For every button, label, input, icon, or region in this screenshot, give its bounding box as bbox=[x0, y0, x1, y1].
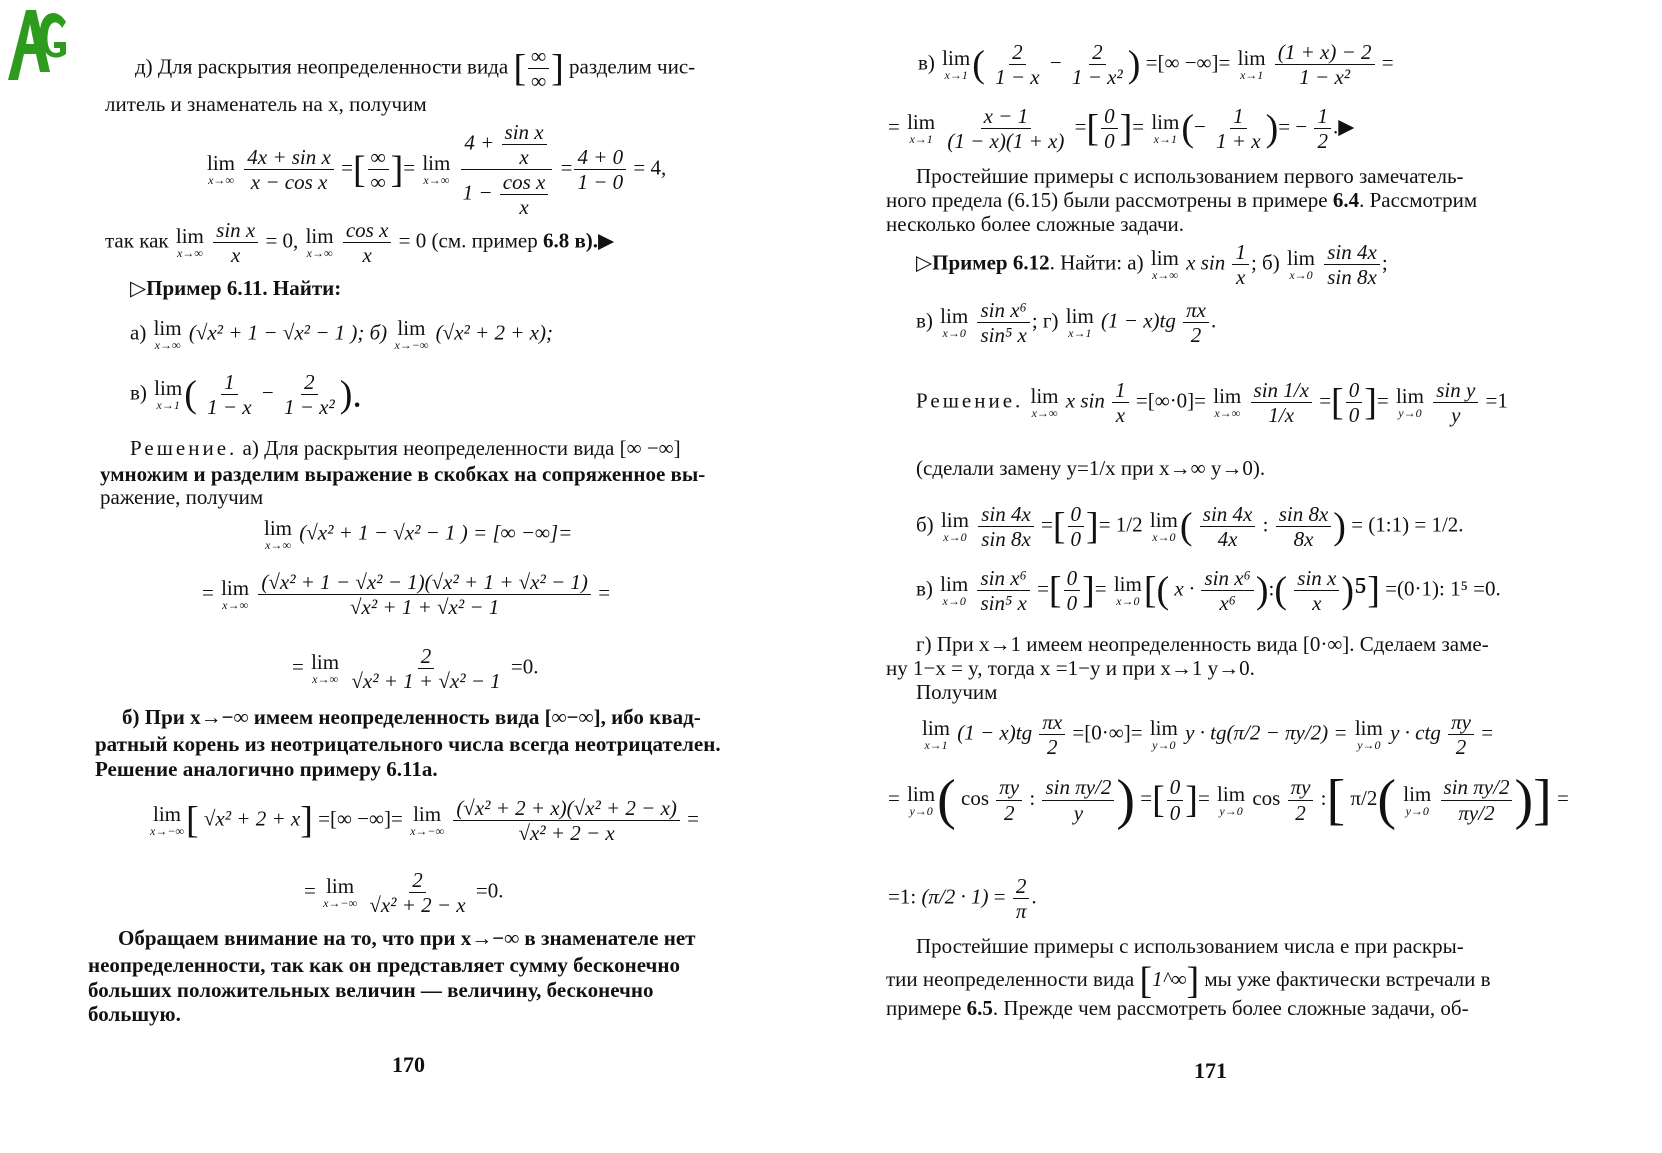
solution-line: Решение. lim x→∞ x sin $\frac{1}{x}$ =[∞·0]= lim x→∞ $\frac{\sin 1/x}{1/x}$ =[ $\frac{0}{0}$ ]= lim y→0 $\frac{\text{sin y}}{y}$ =1 bbox=[916, 378, 1508, 428]
equation: lim x→∞ $\frac{\text{4x + sin x}}{\text{x − cos x}}$ =[ $\frac{\infty}{\infty}$ ]= lim x→∞ 4 + $\frac{\text{sin x}}{x}$ 1 − $\frac{\text{cos x}}{x}$ = $\frac{4 + 0}{1 - 0}$ = 4, bbox=[207, 120, 667, 220]
right-page bbox=[830, 0, 1662, 1153]
equation: = lim x→∞ $\frac{2}{\text{√x² + 1 + √x² − 1}}$ =0. bbox=[292, 644, 539, 694]
equation: = lim x→1 $\frac{x - 1}{(1 - x)(1 + x)}$ =[ $\frac{0}{0}$ ]= lim x→1 (− $\frac{1}{1 + x}$ )= − $\frac{1}{2}$ .▶ bbox=[888, 104, 1355, 154]
text-line: ного предела (6.15) были рассмотрены в примере 6.4. Рассмотрим bbox=[886, 188, 1478, 212]
page-number: 170 bbox=[392, 1052, 425, 1077]
text-line: ну 1−x = y, тогда x =1−y и при x→1 y→0. bbox=[886, 656, 1255, 680]
text-line: примере 6.5. Прежде чем рассмотреть более сложные задачи, об- bbox=[886, 996, 1469, 1020]
text-line: так как lim x→∞ $\frac{\text{sin x}}{x}$ = 0, lim x→∞ $\frac{\text{cos x}}{x}$ = 0 (см. пример 6.8 в).▶ bbox=[105, 218, 615, 268]
text-line: большую. bbox=[88, 1002, 181, 1026]
text-line: несколько более сложные задачи. bbox=[886, 212, 1185, 236]
equation: в) lim x→0 $\frac{\text{sin x⁶}}{\text{sin⁵ x}}$ =[ $\frac{0}{0}$ ]= lim x→0 [( x · $\frac{\text{sin x⁶}}{\text{x⁶}}$ ):( $\frac{\text{sin x}}{x}$ )⁵] =(0·1): 1⁵ =0. bbox=[916, 566, 1501, 616]
text-line: тии неопределенности вида [1^∞] мы уже фактически встречали в bbox=[886, 960, 1491, 1002]
left-page bbox=[0, 0, 830, 1153]
text-line: (сделали замену y=1/x при x→∞ y→0). bbox=[916, 456, 1266, 480]
equation: б) lim x→0 $\frac{\sin 4x}{\sin 8x}$ =[ $\frac{0}{0}$ ]= 1/2 lim x→0 ( $\frac{\sin 4x}{4x}$ : $\frac{\sin 8x}{8x}$ ) = (1:1) = 1/2. bbox=[916, 502, 1464, 552]
equation: lim x→∞ (√x² + 1 − √x² − 1 ) = [∞ −∞]= bbox=[264, 516, 573, 552]
text-line: б) При x→−∞ имеем неопределенность вида [∞−∞], ибо квад- bbox=[122, 705, 701, 729]
text-line: ратный корень из неотрицательного числа всегда неотрицателен. bbox=[95, 732, 721, 756]
equation: lim x→1 (1 − x)tg $\frac{\pi x}{2}$ =[0·∞]= lim y→0 y · tg(π/2 − πy/2) = lim y→0 y · ctg $\frac{\pi y}{2}$ = bbox=[922, 710, 1494, 760]
text-line: Обращаем внимание на то, что при x→−∞ в знаменателе нет bbox=[118, 926, 696, 950]
equation: = lim x→−∞ $\frac{2}{\text{√x² + 2 − x}}$ =0. bbox=[304, 868, 504, 918]
equation: = lim y→0 ( cos $\frac{\pi y}{2}$ : $\frac{\text{sin πy/2}}{y}$ ) =[ $\frac{0}{0}$ ]= lim y→0 cos $\frac{\pi y}{2}$ :[ π/2( lim y→0 $\frac{\text{sin πy/2}}{\pi y/2}$ )] = bbox=[888, 769, 1569, 831]
page-number: 171 bbox=[1194, 1058, 1227, 1083]
task-a: а) lim x→∞ (√x² + 1 − √x² − 1 ); б) lim x→−∞ (√x² + 2 + x); bbox=[130, 316, 553, 352]
equation: в) lim x→1 ( $\frac{2}{1 - x}$ − $\frac{2}{\text{1 − x²}}$ ) =[∞ −∞]= lim x→1 $\frac{(1 + x) - 2}{\text{1 − x²}}$ = bbox=[918, 40, 1394, 90]
text-line: д) Для раскрытия неопределенности вида [ $\frac{\infty}{\infty}$ ] разделим чис- bbox=[135, 44, 696, 94]
task-v: в) lim x→1 ( $\frac{1}{1 - x}$ − $\frac{2}{\text{1 − x²}}$ ). bbox=[130, 370, 362, 420]
task-line: в) lim x→0 $\frac{\text{sin x⁶}}{\text{sin⁵ x}}$ ; г) lim x→1 (1 − x)tg $\frac{\pi x}{2}$ . bbox=[916, 298, 1217, 348]
equation: lim x→−∞ [ √x² + 2 + x] =[∞ −∞]= lim x→−∞ $\frac{\text{(√x² + 2 + x)(√x² + 2 − x)}}{\text{√x² + 2 − x}}$ = bbox=[150, 796, 699, 846]
text-line: больших положительных величин — величину, бесконечно bbox=[88, 978, 654, 1002]
text-line: литель и знаменатель на x, получим bbox=[105, 92, 427, 116]
ag-logo bbox=[2, 2, 70, 90]
text-line: Простейшие примеры с использованием первого замечатель- bbox=[916, 164, 1464, 188]
solution-line: Решение. а) Для раскрытия неопределенности вида [∞ −∞] bbox=[130, 436, 681, 460]
text-line: г) При x→1 имеем неопределенность вида [0·∞]. Сделаем заме- bbox=[916, 632, 1489, 656]
equation: = lim x→∞ $\frac{\text{(√x² + 1 − √x² − 1)(√x² + 1 + √x² − 1)}}{\text{√x² + 1 + √x² − 1}}$ = bbox=[202, 570, 611, 620]
text-line: Решение аналогично примеру 6.11а. bbox=[95, 757, 438, 781]
example-heading: ▷Пример 6.12. Найти: а) lim x→∞ x sin $\frac{1}{x}$ ; б) lim x→0 $\frac{\sin 4x}{\sin 8x}$ ; bbox=[916, 240, 1388, 290]
equation: =1: (π/2 · 1) = $\frac{2}{\pi}$ . bbox=[888, 874, 1037, 924]
text-line: умножим и разделим выражение в скобках на сопряженное вы- bbox=[100, 462, 706, 486]
text-line: Получим bbox=[916, 680, 998, 704]
example-heading: ▷Пример 6.11. Найти: bbox=[130, 276, 342, 300]
text-line: неопределенности, так как он представляет сумму бесконечно bbox=[88, 953, 680, 977]
text-line: ражение, получим bbox=[100, 485, 264, 509]
text-line: Простейшие примеры с использованием числа e при раскры- bbox=[916, 934, 1464, 958]
